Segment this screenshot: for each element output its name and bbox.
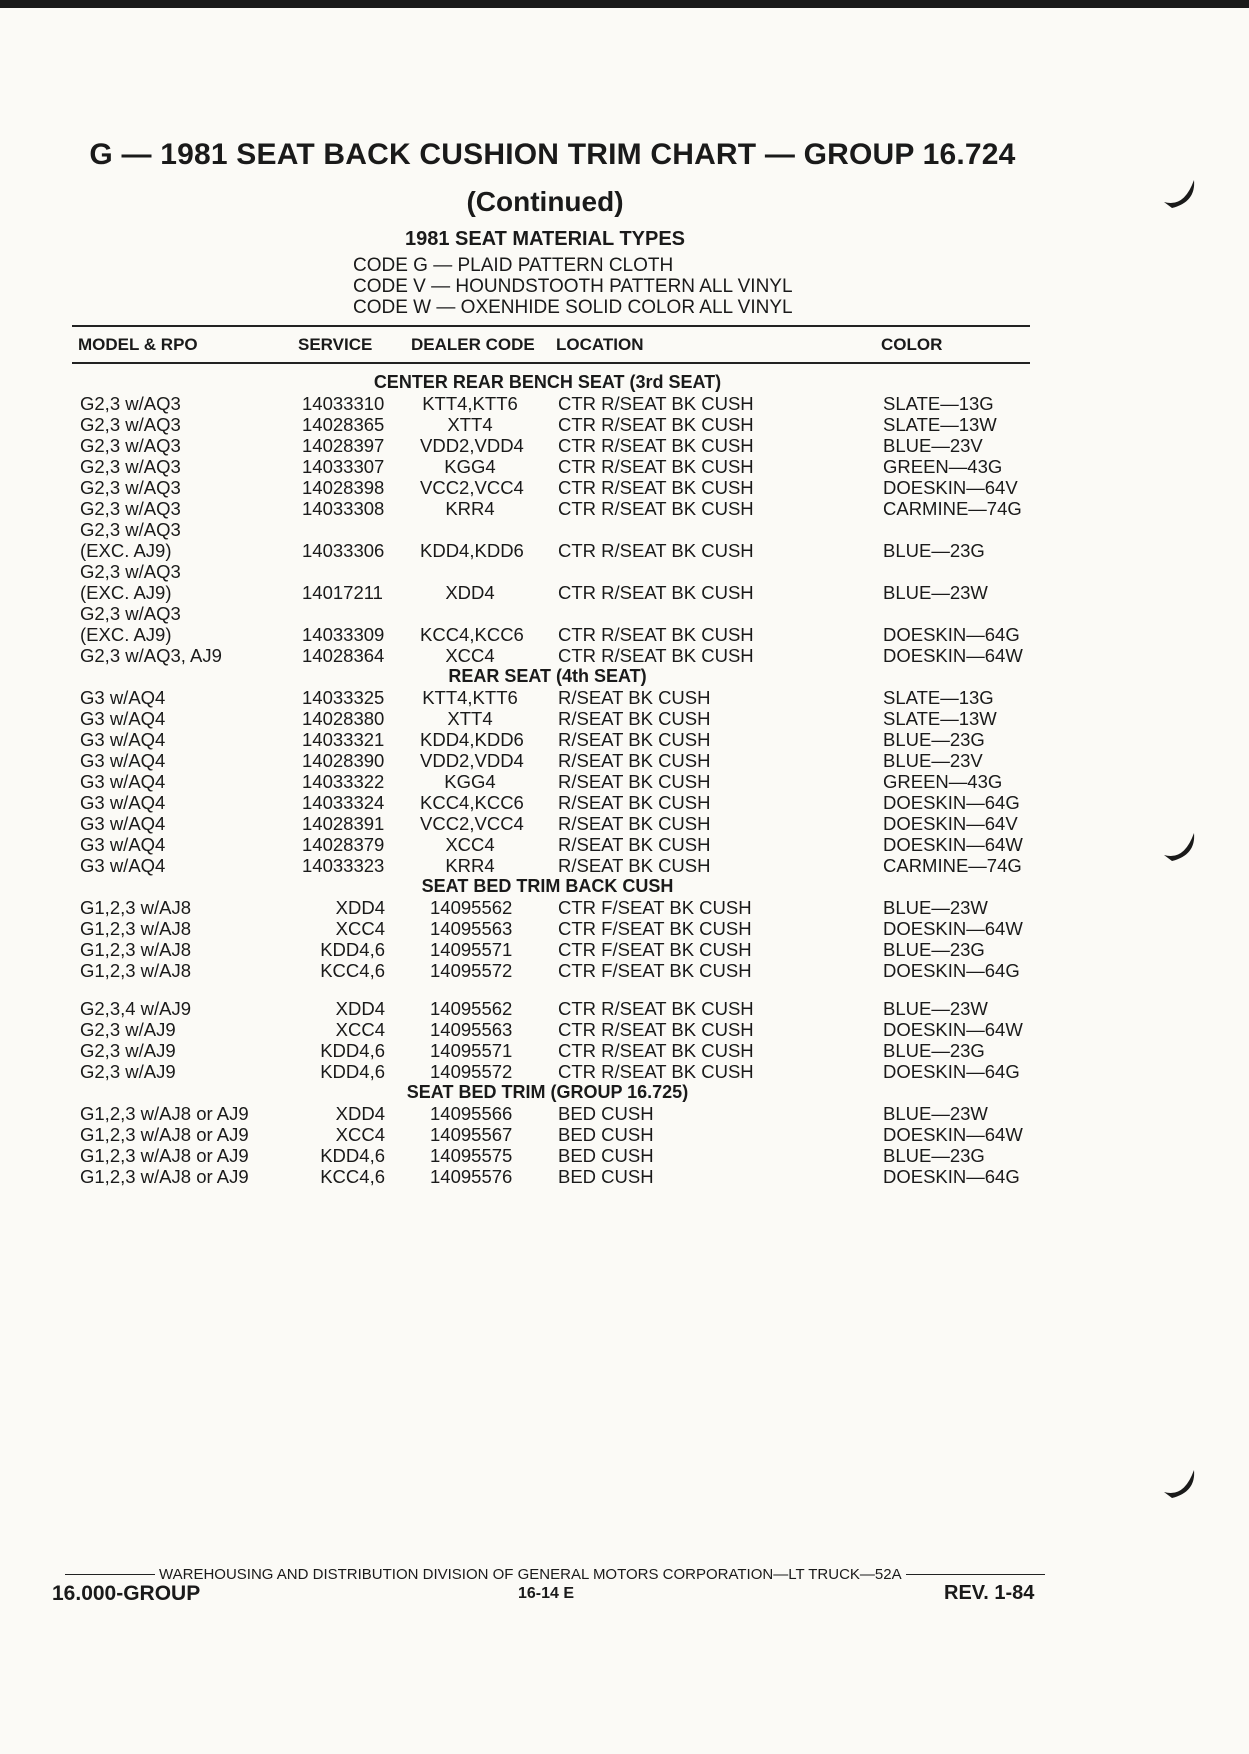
cell-service: 14033307 bbox=[302, 456, 385, 477]
cell-dealer-code: VDD2,VDD4 bbox=[420, 750, 524, 771]
table-row bbox=[0, 729, 1249, 750]
table-row bbox=[0, 477, 1249, 498]
cell-model: G3 w/AQ4 bbox=[80, 771, 166, 792]
cell-model: G2,3 w/AQ3 bbox=[80, 519, 181, 540]
cell-color: DOESKIN—64V bbox=[883, 813, 1018, 834]
table-row bbox=[0, 498, 1249, 519]
cell-dealer-code: 14095571 bbox=[430, 939, 513, 960]
page-top-edge bbox=[0, 0, 1249, 8]
cell-dealer-code: XTT4 bbox=[447, 414, 493, 435]
cell-model: G1,2,3 w/AJ8 bbox=[80, 918, 192, 939]
cell-model: G2,3 w/AQ3 bbox=[80, 561, 181, 582]
cell-service: XCC4 bbox=[335, 1124, 385, 1145]
cell-dealer-code: 14095571 bbox=[430, 1040, 513, 1061]
cell-color: GREEN—43G bbox=[883, 771, 1003, 792]
table-row bbox=[0, 813, 1249, 834]
cell-model: G2,3,4 w/AJ9 bbox=[80, 998, 192, 1019]
cell-location: R/SEAT BK CUSH bbox=[558, 750, 711, 771]
cell-service: 14028390 bbox=[302, 750, 385, 771]
cell-dealer-code: KCC4,KCC6 bbox=[420, 624, 524, 645]
cell-service: 14033306 bbox=[302, 540, 385, 561]
cell-location: R/SEAT BK CUSH bbox=[558, 834, 711, 855]
cell-location: CTR R/SEAT BK CUSH bbox=[558, 414, 754, 435]
cell-service: 14033323 bbox=[302, 855, 385, 876]
cell-service: KCC4,6 bbox=[320, 1166, 385, 1187]
cell-dealer-code: 14095562 bbox=[430, 998, 513, 1019]
cell-dealer-code: KTT4,KTT6 bbox=[422, 393, 518, 414]
table-row bbox=[0, 519, 1249, 540]
cell-dealer-code: XCC4 bbox=[445, 645, 495, 666]
cell-color: BLUE—23G bbox=[883, 540, 985, 561]
cell-location: CTR R/SEAT BK CUSH bbox=[558, 998, 754, 1019]
cell-location: R/SEAT BK CUSH bbox=[558, 813, 711, 834]
section-title: SEAT BED TRIM BACK CUSH bbox=[421, 876, 674, 896]
header-top-rule bbox=[72, 325, 1030, 327]
cell-color: BLUE—23W bbox=[883, 998, 988, 1019]
cell-location: CTR R/SEAT BK CUSH bbox=[558, 1040, 754, 1061]
cell-model: G1,2,3 w/AJ8 bbox=[80, 939, 192, 960]
cell-model: G2,3 w/AQ3 bbox=[80, 603, 181, 624]
column-header-model: MODEL & RPO bbox=[78, 335, 198, 354]
cell-service: XDD4 bbox=[335, 897, 385, 918]
cell-service: XDD4 bbox=[335, 998, 385, 1019]
table-row bbox=[0, 834, 1249, 855]
footer-revision: REV. 1-84 bbox=[944, 1582, 1035, 1604]
cell-model: G1,2,3 w/AJ8 bbox=[80, 960, 192, 981]
cell-model: G3 w/AQ4 bbox=[80, 834, 166, 855]
cell-location: R/SEAT BK CUSH bbox=[558, 855, 711, 876]
cell-location: CTR R/SEAT BK CUSH bbox=[558, 645, 754, 666]
cell-location: CTR R/SEAT BK CUSH bbox=[558, 393, 754, 414]
table-row bbox=[0, 624, 1249, 645]
cell-service: 14028379 bbox=[302, 834, 385, 855]
cell-service: XDD4 bbox=[335, 1103, 385, 1124]
cell-model: G2,3 w/AQ3 bbox=[80, 477, 181, 498]
cell-service: 14017211 bbox=[302, 582, 383, 603]
page-subtitle: (Continued) bbox=[466, 186, 624, 217]
section-heading bbox=[0, 666, 1249, 687]
cell-color: BLUE—23W bbox=[883, 582, 988, 603]
cell-color: BLUE—23G bbox=[883, 1145, 985, 1166]
cell-dealer-code: KCC4,KCC6 bbox=[420, 792, 524, 813]
cell-service: KDD4,6 bbox=[320, 939, 385, 960]
column-header-color: COLOR bbox=[881, 335, 943, 354]
cell-location: CTR R/SEAT BK CUSH bbox=[558, 477, 754, 498]
cell-dealer-code: 14095563 bbox=[430, 918, 513, 939]
cell-model: G1,2,3 w/AJ8 or AJ9 bbox=[80, 1145, 249, 1166]
cell-dealer-code: KTT4,KTT6 bbox=[422, 687, 518, 708]
table-row bbox=[0, 771, 1249, 792]
footer-rule-left bbox=[65, 1574, 155, 1575]
cell-model: G2,3 w/AQ3 bbox=[80, 393, 181, 414]
section-title: CENTER REAR BENCH SEAT (3rd SEAT) bbox=[373, 372, 722, 392]
cell-color: GREEN—43G bbox=[883, 456, 1003, 477]
table-row bbox=[0, 708, 1249, 729]
footer-division-text: WAREHOUSING AND DISTRIBUTION DIVISION OF GENERAL MOTORS CORPORATION—LT TRUCK—52A bbox=[159, 1566, 902, 1583]
cell-dealer-code: VDD2,VDD4 bbox=[420, 435, 524, 456]
cell-model: G2,3 w/AJ9 bbox=[80, 1040, 176, 1061]
cell-service: 14028380 bbox=[302, 708, 385, 729]
cell-dealer-code: 14095562 bbox=[430, 897, 513, 918]
cell-model: G2,3 w/AQ3, AJ9 bbox=[80, 645, 222, 666]
cell-color: DOESKIN—64G bbox=[883, 624, 1020, 645]
cell-color: DOESKIN—64W bbox=[883, 918, 1023, 939]
cell-dealer-code: KDD4,KDD6 bbox=[420, 540, 524, 561]
cell-location: CTR F/SEAT BK CUSH bbox=[558, 897, 752, 918]
cell-location: BED CUSH bbox=[558, 1103, 654, 1124]
cell-color: DOESKIN—64W bbox=[883, 834, 1023, 855]
cell-color: DOESKIN—64G bbox=[883, 1166, 1020, 1187]
cell-location: CTR R/SEAT BK CUSH bbox=[558, 435, 754, 456]
table-row bbox=[0, 456, 1249, 477]
trim-chart-table bbox=[0, 372, 1249, 1187]
cell-color: BLUE—23W bbox=[883, 897, 988, 918]
table-row bbox=[0, 918, 1249, 939]
material-code-g: CODE G — PLAID PATTERN CLOTH bbox=[353, 255, 674, 276]
cell-model: G3 w/AQ4 bbox=[80, 750, 166, 771]
table-row bbox=[0, 1061, 1249, 1082]
table-row bbox=[0, 561, 1249, 582]
cell-model: (EXC. AJ9) bbox=[80, 624, 172, 645]
cell-model: G1,2,3 w/AJ8 bbox=[80, 897, 192, 918]
cell-color: SLATE—13G bbox=[883, 393, 994, 414]
footer-group: 16.000-GROUP bbox=[52, 1582, 201, 1605]
section-heading bbox=[0, 876, 1249, 897]
cell-service: 14028397 bbox=[302, 435, 385, 456]
cell-location: CTR R/SEAT BK CUSH bbox=[558, 624, 754, 645]
cell-model: G3 w/AQ4 bbox=[80, 708, 166, 729]
cell-model: G2,3 w/AQ3 bbox=[80, 456, 181, 477]
cell-service: 14028391 bbox=[302, 813, 385, 834]
cell-color: DOESKIN—64G bbox=[883, 1061, 1020, 1082]
column-header-location: LOCATION bbox=[556, 335, 644, 354]
table-row bbox=[0, 540, 1249, 561]
cell-location: R/SEAT BK CUSH bbox=[558, 687, 711, 708]
cell-dealer-code: XTT4 bbox=[447, 708, 493, 729]
cell-location: BED CUSH bbox=[558, 1145, 654, 1166]
cell-dealer-code: 14095566 bbox=[430, 1103, 513, 1124]
cell-color: DOESKIN—64G bbox=[883, 960, 1020, 981]
table-row bbox=[0, 435, 1249, 456]
cell-dealer-code: XDD4 bbox=[445, 582, 495, 603]
cell-model: G2,3 w/AJ9 bbox=[80, 1061, 176, 1082]
cell-color: BLUE—23V bbox=[883, 750, 983, 771]
cell-dealer-code: 14095576 bbox=[430, 1166, 513, 1187]
cell-location: CTR R/SEAT BK CUSH bbox=[558, 456, 754, 477]
cell-service: KDD4,6 bbox=[320, 1145, 385, 1166]
cell-location: R/SEAT BK CUSH bbox=[558, 729, 711, 750]
cell-model: G1,2,3 w/AJ8 or AJ9 bbox=[80, 1124, 249, 1145]
materials-heading: 1981 SEAT MATERIAL TYPES bbox=[404, 228, 686, 250]
cell-model: G3 w/AQ4 bbox=[80, 855, 166, 876]
cell-service: 14033310 bbox=[302, 393, 385, 414]
cell-service: XCC4 bbox=[335, 918, 385, 939]
cell-service: 14033309 bbox=[302, 624, 385, 645]
table-row bbox=[0, 1103, 1249, 1124]
cell-location: CTR R/SEAT BK CUSH bbox=[558, 1019, 754, 1040]
cell-dealer-code: XCC4 bbox=[445, 834, 495, 855]
cell-color: BLUE—23G bbox=[883, 729, 985, 750]
cell-location: R/SEAT BK CUSH bbox=[558, 792, 711, 813]
cell-color: BLUE—23G bbox=[883, 1040, 985, 1061]
cell-service: 14033308 bbox=[302, 498, 385, 519]
cell-model: G3 w/AQ4 bbox=[80, 813, 166, 834]
cell-color: BLUE—23W bbox=[883, 1103, 988, 1124]
table-row bbox=[0, 960, 1249, 981]
section-heading bbox=[0, 1082, 1249, 1103]
table-row bbox=[0, 897, 1249, 918]
cell-service: KDD4,6 bbox=[320, 1061, 385, 1082]
cell-service: 14028398 bbox=[302, 477, 385, 498]
cell-service: 14033321 bbox=[302, 729, 385, 750]
cell-dealer-code: 14095567 bbox=[430, 1124, 513, 1145]
section-title: SEAT BED TRIM (GROUP 16.725) bbox=[406, 1082, 689, 1102]
cell-dealer-code: KGG4 bbox=[444, 456, 496, 477]
material-code-v: CODE V — HOUNDSTOOTH PATTERN ALL VINYL bbox=[353, 276, 793, 297]
section-heading bbox=[0, 372, 1249, 393]
row-spacer bbox=[0, 981, 1249, 998]
table-row bbox=[0, 1040, 1249, 1061]
table-row bbox=[0, 414, 1249, 435]
cell-color: DOESKIN—64W bbox=[883, 1019, 1023, 1040]
cell-dealer-code: 14095572 bbox=[430, 960, 513, 981]
cell-service: XCC4 bbox=[335, 1019, 385, 1040]
cell-color: DOESKIN—64W bbox=[883, 1124, 1023, 1145]
cell-service: 14028365 bbox=[302, 414, 385, 435]
cell-location: R/SEAT BK CUSH bbox=[558, 771, 711, 792]
table-row bbox=[0, 750, 1249, 771]
cell-model: (EXC. AJ9) bbox=[80, 540, 172, 561]
cell-location: BED CUSH bbox=[558, 1124, 654, 1145]
cell-color: DOESKIN—64V bbox=[883, 477, 1018, 498]
table-row bbox=[0, 1124, 1249, 1145]
material-code-w: CODE W — OXENHIDE SOLID COLOR ALL VINYL bbox=[353, 297, 793, 318]
cell-color: SLATE—13G bbox=[883, 687, 994, 708]
cell-model: G3 w/AQ4 bbox=[80, 687, 166, 708]
cell-location: CTR R/SEAT BK CUSH bbox=[558, 582, 754, 603]
cell-service: 14028364 bbox=[302, 645, 385, 666]
header-bottom-rule bbox=[72, 362, 1030, 364]
cell-model: G1,2,3 w/AJ8 or AJ9 bbox=[80, 1103, 249, 1124]
table-row bbox=[0, 603, 1249, 624]
cell-color: DOESKIN—64W bbox=[883, 645, 1023, 666]
cell-dealer-code: KRR4 bbox=[445, 855, 495, 876]
binder-hole-mark bbox=[1160, 825, 1200, 865]
cell-dealer-code: KDD4,KDD6 bbox=[420, 729, 524, 750]
binder-hole-mark bbox=[1160, 1462, 1200, 1502]
footer-division-line bbox=[65, 1566, 1045, 1583]
table-row bbox=[0, 393, 1249, 414]
table-row bbox=[0, 792, 1249, 813]
cell-location: CTR R/SEAT BK CUSH bbox=[558, 540, 754, 561]
section-title: REAR SEAT (4th SEAT) bbox=[448, 666, 647, 686]
footer-rule-right bbox=[906, 1574, 1045, 1575]
page-title: G — 1981 SEAT BACK CUSHION TRIM CHART — GROUP 16.724 bbox=[89, 138, 1016, 171]
cell-model: G2,3 w/AJ9 bbox=[80, 1019, 176, 1040]
cell-color: BLUE—23V bbox=[883, 435, 983, 456]
cell-model: G2,3 w/AQ3 bbox=[80, 435, 181, 456]
cell-service: KCC4,6 bbox=[320, 960, 385, 981]
cell-color: CARMINE—74G bbox=[883, 855, 1022, 876]
cell-service: 14033324 bbox=[302, 792, 385, 813]
cell-dealer-code: KGG4 bbox=[444, 771, 496, 792]
cell-color: SLATE—13W bbox=[883, 414, 997, 435]
table-row bbox=[0, 998, 1249, 1019]
cell-model: G2,3 w/AQ3 bbox=[80, 414, 181, 435]
cell-dealer-code: VCC2,VCC4 bbox=[420, 813, 524, 834]
cell-dealer-code: 14095563 bbox=[430, 1019, 513, 1040]
cell-color: DOESKIN—64G bbox=[883, 792, 1020, 813]
footer-page-number: 16-14 E bbox=[518, 1585, 575, 1602]
cell-location: BED CUSH bbox=[558, 1166, 654, 1187]
table-row bbox=[0, 645, 1249, 666]
cell-color: BLUE—23G bbox=[883, 939, 985, 960]
cell-location: CTR R/SEAT BK CUSH bbox=[558, 1061, 754, 1082]
table-row bbox=[0, 855, 1249, 876]
cell-color: CARMINE—74G bbox=[883, 498, 1022, 519]
cell-service: KDD4,6 bbox=[320, 1040, 385, 1061]
cell-dealer-code: 14095572 bbox=[430, 1061, 513, 1082]
cell-model: (EXC. AJ9) bbox=[80, 582, 172, 603]
cell-location: CTR F/SEAT BK CUSH bbox=[558, 939, 752, 960]
table-row bbox=[0, 939, 1249, 960]
cell-dealer-code: KRR4 bbox=[445, 498, 495, 519]
cell-service: 14033325 bbox=[302, 687, 385, 708]
cell-location: CTR F/SEAT BK CUSH bbox=[558, 960, 752, 981]
cell-location: CTR R/SEAT BK CUSH bbox=[558, 498, 754, 519]
cell-color: SLATE—13W bbox=[883, 708, 997, 729]
cell-model: G1,2,3 w/AJ8 or AJ9 bbox=[80, 1166, 249, 1187]
column-header-service: SERVICE bbox=[298, 335, 373, 354]
cell-location: R/SEAT BK CUSH bbox=[558, 708, 711, 729]
cell-model: G2,3 w/AQ3 bbox=[80, 498, 181, 519]
material-codes-list bbox=[353, 255, 793, 318]
table-row bbox=[0, 1019, 1249, 1040]
cell-location: CTR F/SEAT BK CUSH bbox=[558, 918, 752, 939]
table-row bbox=[0, 582, 1249, 603]
binder-hole-mark bbox=[1160, 172, 1200, 212]
table-row bbox=[0, 687, 1249, 708]
table-row bbox=[0, 1145, 1249, 1166]
cell-service: 14033322 bbox=[302, 771, 385, 792]
column-header-dealer-code: DEALER CODE bbox=[411, 335, 535, 354]
cell-model: G3 w/AQ4 bbox=[80, 792, 166, 813]
cell-dealer-code: 14095575 bbox=[430, 1145, 513, 1166]
table-row bbox=[0, 1166, 1249, 1187]
cell-dealer-code: VCC2,VCC4 bbox=[420, 477, 524, 498]
cell-model: G3 w/AQ4 bbox=[80, 729, 166, 750]
